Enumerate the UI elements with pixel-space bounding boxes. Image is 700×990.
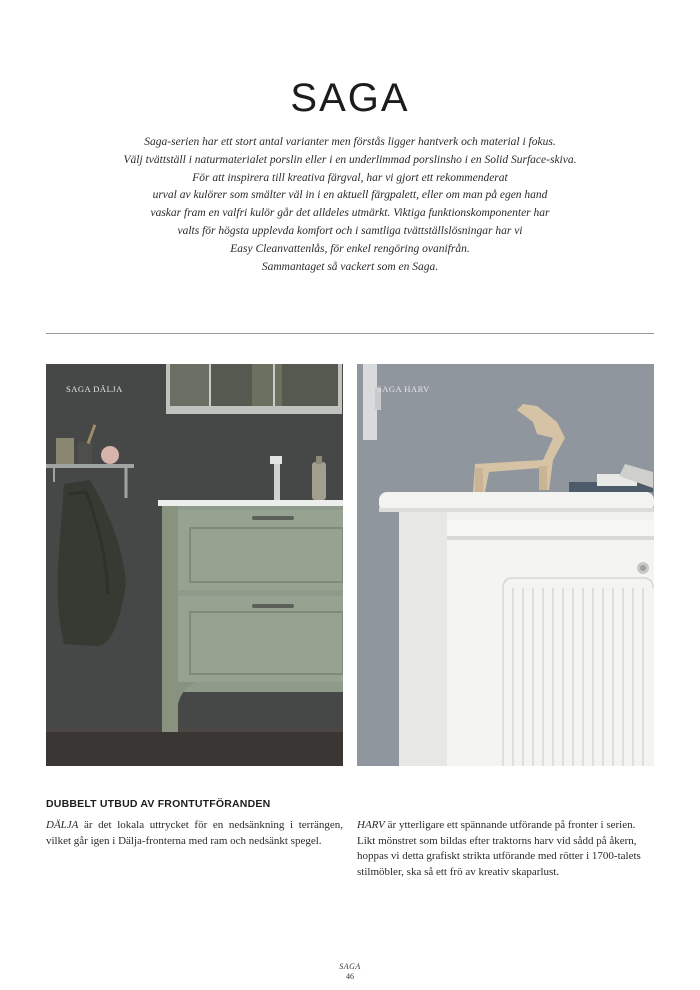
term-harv: HARV: [357, 819, 385, 831]
divider-line: [46, 333, 654, 334]
text-column-left: [46, 818, 343, 849]
vanity-dalja-illustration: [46, 364, 343, 766]
text-dalja: är det lokala uttrycket för en nedsänkning i terrängen, vilket går igen i Dälja-fronterna med ram och nedsänkt spegel.: [46, 819, 343, 847]
photo-caption: SAGA HARV: [377, 384, 430, 394]
page-number: 46: [346, 972, 354, 981]
page-footer: [0, 962, 700, 982]
photo-saga-dalja: [46, 364, 343, 766]
intro-line: urval av kulörer som smälter väl in i en aktuell färgpalett, eller om man på egen hand: [152, 189, 548, 202]
text-column-right: [357, 818, 654, 880]
intro-line: Easy Cleanvattenlås, för enkel rengöring ovanifrån.: [230, 242, 470, 255]
footer-series-name: SAGA: [339, 962, 361, 971]
intro-line: valts för högsta upplevda komfort och i samtliga tvättställslösningar har vi: [177, 224, 523, 237]
page-title: SAGA: [290, 76, 410, 120]
intro-line: vaskar fram en valfri kulör går det alldeles utmärkt. Viktiga funktionskomponenter har: [150, 207, 550, 220]
intro-line: För att inspirera till kreativa färgval, har vi gjort ett rekommenderat: [192, 171, 508, 184]
photo-saga-harv: [357, 364, 654, 766]
intro-line: Sammantaget så vackert som en Saga.: [261, 260, 439, 273]
term-dalja: DÄLJA: [46, 819, 79, 831]
photo-caption: SAGA DÄLJA: [66, 384, 123, 394]
section-heading: DUBBELT UTBUD AV FRONTUTFÖRANDEN: [46, 798, 271, 810]
intro-line: Välj tvättställ i naturmaterialet porslin eller i en underlimmad porslinsho i en Solid Surface-skiva.: [123, 153, 577, 166]
text-harv: är ytterligare ett spännande utförande på fronter i serien. Likt mönstret som bildas efter traktorns harv vid sådd på åkern, hoppas vi detta grafiskt strikta utförande med rötter i 1700-talets stilmöbler, ska så ett frö av kreativ skaparlust.: [357, 819, 641, 878]
intro-paragraph: [100, 134, 600, 276]
vanity-harv-illustration: [357, 364, 654, 766]
intro-line: Saga-serien har ett stort antal varianter men förstås ligger hantverk och material i fokus.: [144, 136, 556, 148]
